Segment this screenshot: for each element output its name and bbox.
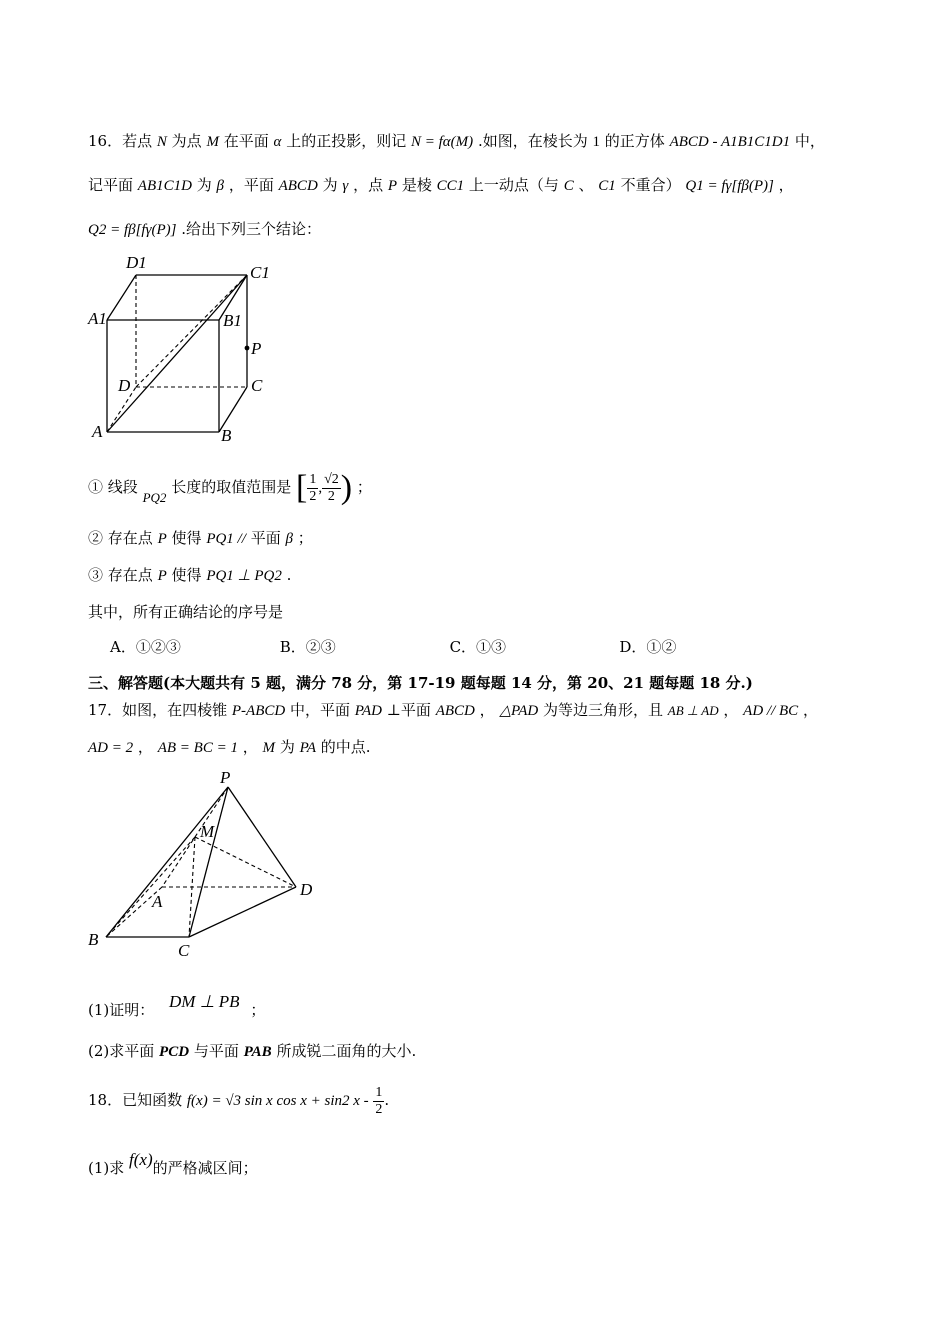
label-D1: D1 xyxy=(126,253,147,272)
math-AD-parallel-BC: AD // BC xyxy=(743,703,799,719)
q16-line3 xyxy=(88,218,321,241)
text: 上一动点（与 xyxy=(468,176,559,194)
text: 记平面 xyxy=(88,176,134,194)
frac-num: 1 xyxy=(309,471,317,487)
text: ③ 存在点 xyxy=(88,566,153,584)
fraction-half xyxy=(307,472,318,505)
text: .如图，在棱长为 xyxy=(477,132,588,150)
text: ， xyxy=(723,701,739,719)
left-bracket: [ xyxy=(295,469,308,506)
fraction-half xyxy=(373,1085,384,1118)
edge-P-D xyxy=(228,787,296,887)
label-B: B xyxy=(88,930,99,949)
label-B1: B1 xyxy=(223,311,242,330)
q16-line1 xyxy=(88,130,825,153)
math-plane-beta: AB1C1D xyxy=(137,178,192,194)
text: ， xyxy=(802,701,818,719)
math-abcd: ABCD xyxy=(278,178,318,194)
text: 长度的取值范围是 xyxy=(171,478,292,496)
text: 为等边三角形，且 xyxy=(542,701,663,719)
text: 为 xyxy=(279,738,295,756)
math-PCD: PCD xyxy=(159,1044,190,1060)
math-AD-2: AD = 2 xyxy=(88,740,134,756)
text: ， xyxy=(242,738,258,756)
q16-conclusion-1: ① 线段 PQ2 长度的取值范围是 [ $\frac{1}{2}$ , $\frac{√2}{2}$ ) ； xyxy=(88,469,372,506)
text: . xyxy=(286,566,292,584)
math-beta: β xyxy=(285,531,293,547)
text: 为 xyxy=(196,176,212,194)
right-bracket: ) xyxy=(340,469,353,506)
math-N: N xyxy=(156,134,167,150)
text: 16．若点 xyxy=(88,132,153,150)
pyramid-figure xyxy=(84,765,334,965)
option-d[interactable]: D．①② xyxy=(619,638,677,656)
point-P xyxy=(245,346,250,351)
math-P: P xyxy=(387,178,398,194)
label-A: A xyxy=(92,422,103,441)
text: 使得 xyxy=(171,566,202,584)
text: ① 线段 xyxy=(88,478,138,496)
math-M: M xyxy=(262,740,276,756)
option-b[interactable]: B．②③ xyxy=(279,638,336,656)
label-C: C xyxy=(251,376,263,395)
text: 的中点. xyxy=(320,738,371,756)
segment-M-B xyxy=(106,837,195,937)
text: 其中，所有正确结论的序号是 xyxy=(88,603,284,621)
text: ， xyxy=(479,701,495,719)
label-A: A xyxy=(152,892,163,911)
fraction-sqrt2-half xyxy=(322,472,341,505)
text: 所成锐二面角的大小. xyxy=(276,1042,417,1060)
text: 、 xyxy=(578,176,594,194)
text: ，点 xyxy=(353,176,384,194)
math-C: C xyxy=(563,178,574,194)
text: ， xyxy=(778,176,794,194)
label-D: D xyxy=(300,880,313,899)
math-function-f: f(x) = √3 sin x cos x + sin2 x - xyxy=(186,1093,369,1109)
text: ； xyxy=(250,1001,266,1019)
text: 在平面 xyxy=(223,132,269,150)
text: 17．如图，在四棱锥 xyxy=(88,701,228,719)
math-gamma: γ xyxy=(342,178,349,194)
math-alpha: α xyxy=(273,134,282,150)
formula-q1: Q1 = fγ[fβ(P)] xyxy=(685,178,774,194)
label-M: M xyxy=(200,822,215,841)
label-P: P xyxy=(251,339,262,358)
formula-q2: Q2 = fβ[fγ(P)] xyxy=(88,222,177,238)
frac-den: 2 xyxy=(375,1101,383,1117)
text: ② 存在点 xyxy=(88,529,153,547)
q18-part1 xyxy=(88,1145,258,1183)
text: ，平面 xyxy=(228,176,274,194)
text: 为 xyxy=(322,176,338,194)
math-PA: PA xyxy=(299,740,317,756)
math-P: P xyxy=(157,531,167,547)
math-C1: C1 xyxy=(598,178,616,194)
label-C1: C1 xyxy=(250,263,270,282)
text: . xyxy=(384,1091,390,1109)
cube-figure xyxy=(84,250,284,450)
text: 与平面 xyxy=(193,1042,239,1060)
math-pyramid: P-ABCD xyxy=(231,703,286,719)
text: 为点 xyxy=(171,132,202,150)
q17-line2 xyxy=(88,736,371,759)
label-B: B xyxy=(221,426,232,445)
math-P: P xyxy=(157,568,167,584)
section-3-heading: 三、解答题(本大题共有 5 题，满分 78 分，第 17-19 题每题 14 分，第 20、21 题每题 18 分.) xyxy=(88,674,753,692)
frac-den: 2 xyxy=(327,488,335,504)
math-ABCD: ABCD xyxy=(435,703,475,719)
frac-num: √2 xyxy=(324,471,339,487)
text: ⊥平面 xyxy=(386,701,431,719)
q16-ask xyxy=(88,601,283,623)
q18-line1 xyxy=(88,1080,389,1121)
q16-options xyxy=(110,636,676,658)
text: (1)求 xyxy=(88,1159,125,1177)
math-PAD: PAD xyxy=(354,703,383,719)
math-AB-BC-1: AB = BC = 1 xyxy=(157,740,238,756)
diagonal-D-C1 xyxy=(136,275,247,387)
frac-den: 2 xyxy=(309,488,317,504)
text: 是棱 xyxy=(401,176,432,194)
math-pq1-perp-pq2: PQ1 ⊥ PQ2 xyxy=(206,568,282,584)
label-D: D xyxy=(118,376,131,395)
label-A1: A1 xyxy=(88,309,107,328)
text: ； xyxy=(356,478,372,496)
math-M: M xyxy=(206,134,219,150)
frac-num: 1 xyxy=(375,1084,383,1100)
math-f-x: f(x) xyxy=(129,1150,153,1169)
text: 使得 xyxy=(171,529,202,547)
q17-part2 xyxy=(88,1040,416,1063)
text: ； xyxy=(297,529,313,547)
segment-M-C xyxy=(189,837,195,937)
text: 上的正投影，则记 xyxy=(286,132,407,150)
text: 平面 xyxy=(250,529,281,547)
segment-M-D xyxy=(195,837,296,887)
text: 不重合） xyxy=(620,176,681,194)
edge-P-C xyxy=(189,787,228,937)
q16-conclusion-3 xyxy=(88,564,291,587)
q16-conclusion-2 xyxy=(88,527,313,550)
math-cc1: CC1 xyxy=(436,178,465,194)
text: 中， xyxy=(794,132,825,150)
diagonal-A-C1 xyxy=(107,275,247,432)
edge-A1-D1 xyxy=(107,275,136,320)
math-one: 1 xyxy=(592,134,600,150)
math-AB-perp-AD: AB ⊥ AD xyxy=(667,703,719,718)
option-a[interactable]: A．①②③ xyxy=(110,638,181,656)
math-cube: ABCD - A1B1C1D1 xyxy=(669,134,791,150)
math-PQ2: PQ2 xyxy=(142,490,167,505)
math-PAB: PAB xyxy=(243,1044,272,1060)
option-c[interactable]: C．①③ xyxy=(449,638,507,656)
text: .给出下列三个结论： xyxy=(181,220,322,238)
text: ， xyxy=(137,738,153,756)
math-triangle-PAD: △PAD xyxy=(499,703,539,719)
q17-line1 xyxy=(88,699,818,722)
q16-line2 xyxy=(88,174,794,197)
q17-part1 xyxy=(88,987,265,1025)
math-beta: β xyxy=(216,178,225,194)
label-P: P xyxy=(220,768,231,787)
label-C: C xyxy=(178,941,190,960)
edge-P-B xyxy=(106,787,228,937)
text: 的严格减区间； xyxy=(152,1159,258,1177)
text: (1)证明： xyxy=(88,1001,155,1019)
math-pq1-parallel: PQ1 // xyxy=(206,531,246,547)
formula-projection: N = fα(M) xyxy=(411,134,474,150)
edge-C-D xyxy=(189,887,296,937)
text: (2)求平面 xyxy=(88,1042,155,1060)
text: 中，平面 xyxy=(289,701,350,719)
text: 18．已知函数 xyxy=(88,1091,183,1109)
text: 的正方体 xyxy=(604,132,665,150)
math-DM-perp-PB: DM ⊥ PB xyxy=(169,992,240,1011)
